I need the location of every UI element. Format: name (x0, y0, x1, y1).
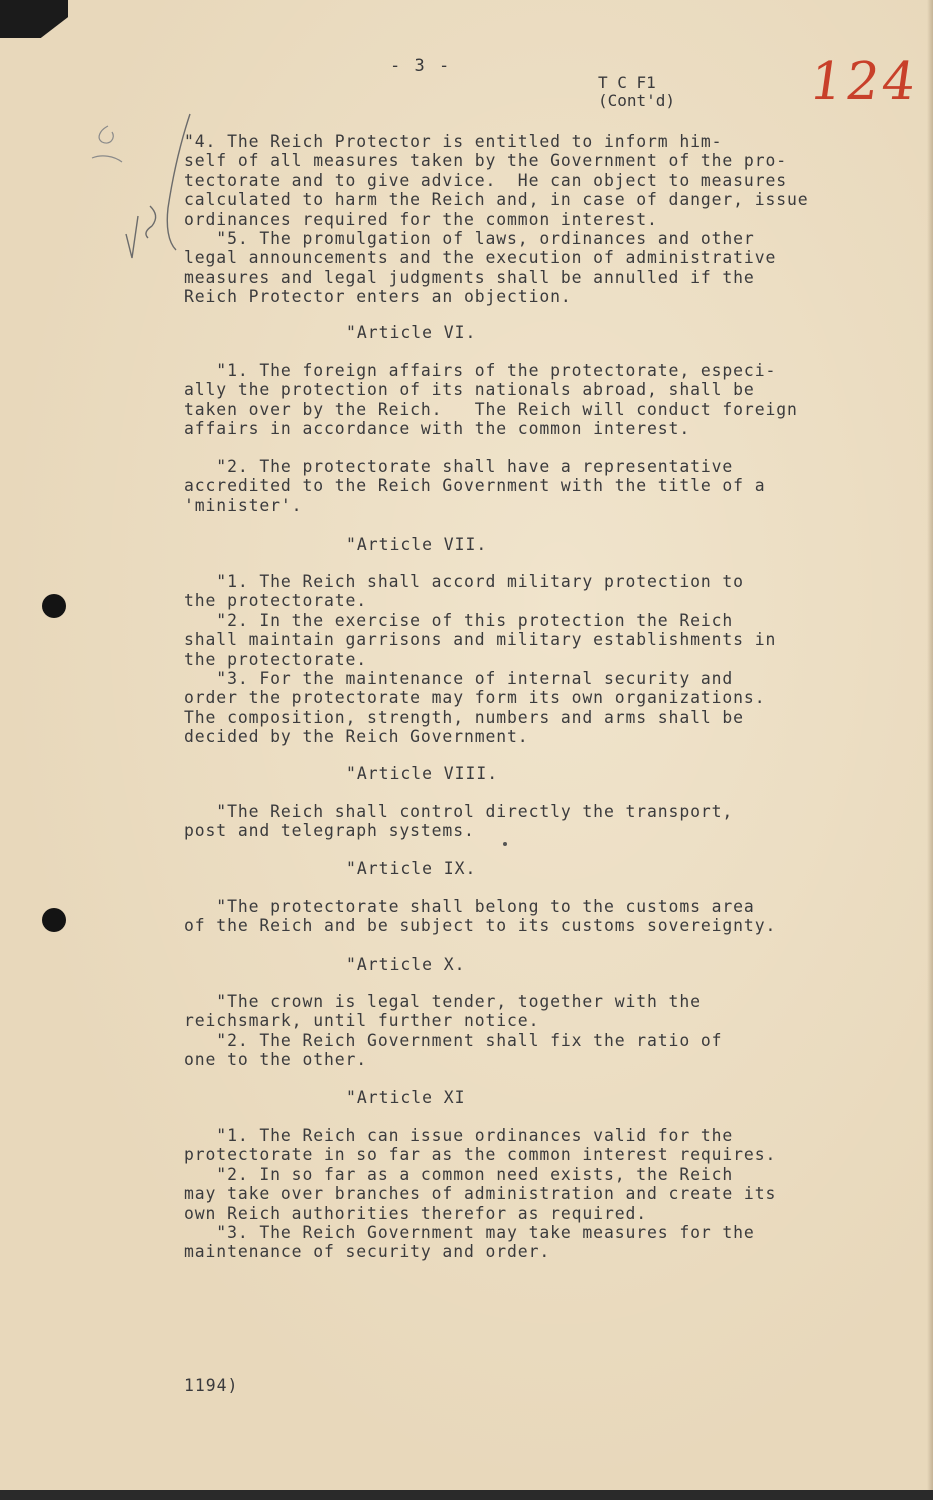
ink-dot (503, 842, 507, 846)
heading-article-x: "Article X. (346, 955, 466, 974)
page-edge-shadow (927, 0, 933, 1500)
article-viii-paragraph: "The Reich shall control directly the transport, post and telegraph systems. (184, 802, 734, 841)
footer-code: 1194) (184, 1376, 239, 1395)
bottom-edge (0, 1490, 933, 1500)
punch-hole-top (42, 594, 66, 618)
heading-article-ix: "Article IX. (346, 859, 477, 878)
heading-article-vi: "Article VI. (346, 323, 477, 342)
paragraph-4: "4. The Reich Protector is entitled to inform him- self of all measures taken by the Government of the pro- tectorate and to give advice. He can object to measures calculated to harm the Reich and, in case of danger, issue ordinances required for the common interest. (184, 132, 809, 229)
article-vi-paragraph-1: "1. The foreign affairs of the protectorate, especi- ally the protection of its nationals abroad, shall be taken over by the Reich. The Reich will conduct foreign affairs in accordance with the common interest. (184, 361, 798, 439)
handwritten-page-number: 124 (805, 52, 923, 112)
reference-line-2: (Cont'd) (598, 91, 676, 110)
reference-line-1: T C F1 (598, 73, 656, 92)
punch-hole-bottom (42, 908, 66, 932)
page-number: - 3 - (390, 56, 452, 76)
article-vi-paragraph-2: "2. The protectorate shall have a representative accredited to the Reich Government with the title of a 'minister'. (184, 457, 766, 515)
article-xi-paragraphs: "1. The Reich can issue ordinances valid for the protectorate in so far as the common interest requires. "2. In so far as a common need exists, the Reich may take over branches of administration and create its own Reich authorities therefor as required. "3. The Reich Government may take measures for the maintenance of security and order. (184, 1126, 777, 1262)
document-reference (598, 74, 675, 110)
article-ix-paragraph: "The protectorate shall belong to the customs area of the Reich and be subject to its customs sovereignty. (184, 897, 777, 936)
heading-article-vii: "Article VII. (346, 535, 488, 554)
corner-tab (0, 0, 68, 38)
article-vii-paragraphs: "1. The Reich shall accord military protection to the protectorate. "2. In the exercise of this protection the Reich shall maintain garrisons and military establishments in the protectorate. "3. For the maintenance of internal security and order the protectorate may form its own organizations. The composition, strength, numbers and arms shall be decided by the Reich Government. (184, 572, 777, 747)
heading-article-xi: "Article XI (346, 1088, 466, 1107)
article-x-paragraphs: "The crown is legal tender, together with the reichsmark, until further notice. "2. The Reich Government shall fix the ratio of one to the other. (184, 992, 723, 1070)
paragraph-5: "5. The promulgation of laws, ordinances and other legal announcements and the execution of administrative measures and legal judgments shall be annulled if the Reich Protector enters an objection. (184, 229, 777, 307)
heading-article-viii: "Article VIII. (346, 764, 499, 783)
